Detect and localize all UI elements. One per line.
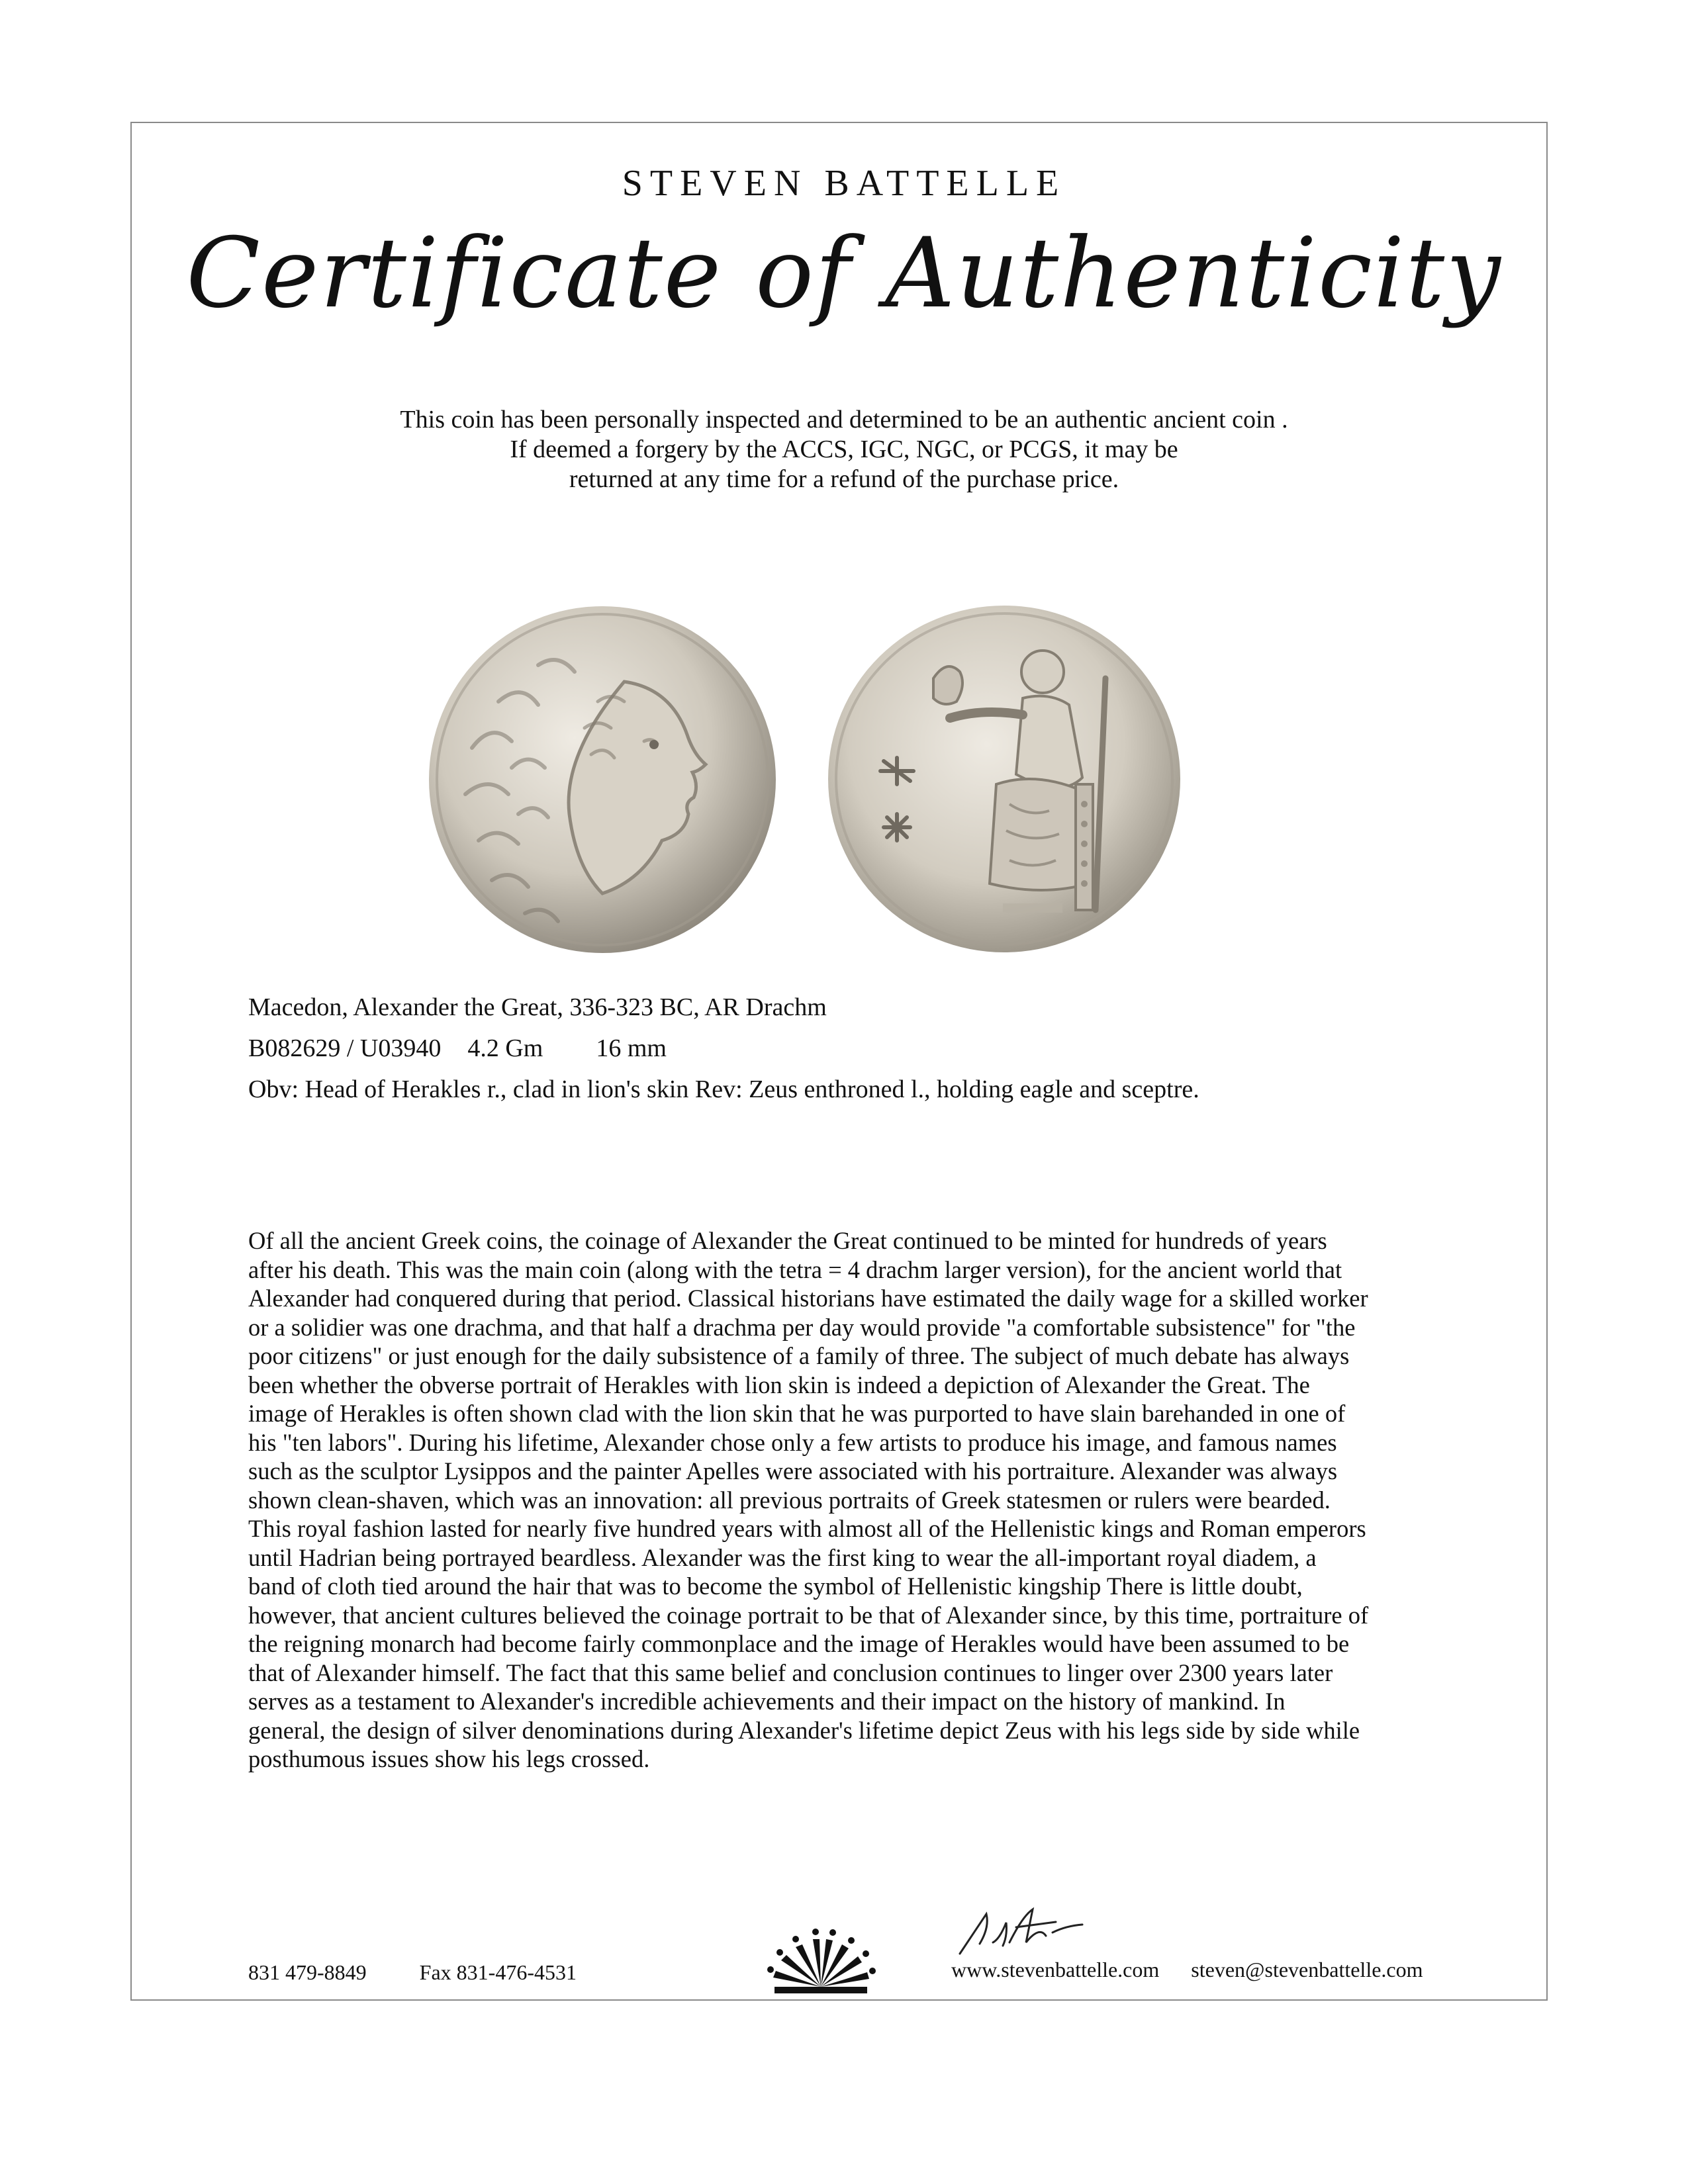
phone-number: 831 479-8849 — [248, 1960, 367, 1984]
sunburst-logo-icon — [761, 1926, 880, 1995]
website-link[interactable]: www.stevenbattelle.com — [951, 1958, 1160, 1981]
coin-weight: 4.2 Gm — [467, 1034, 543, 1062]
history-line: This royal fashion lasted for nearly five hundred years with almost all of the Hellenistic kings and Roman emperors — [248, 1515, 1366, 1542]
history-line: such as the sculptor Lysippos and the painter Apelles were associated with his portraiture. Alexander was always — [248, 1457, 1338, 1484]
coin-reverse-image — [824, 599, 1185, 960]
history-paragraph — [248, 1226, 1403, 1774]
history-line: posthumous issues show his legs crossed. — [248, 1745, 650, 1772]
history-line: Of all the ancient Greek coins, the coinage of Alexander the Great continued to be minted for hundreds of years — [248, 1227, 1327, 1254]
history-line: until Hadrian being portrayed beardless. Alexander was the first king to wear the all-important royal diadem, a — [248, 1543, 1317, 1571]
title-word-of: of — [755, 217, 853, 330]
history-line: the reigning monarch had become fairly commonplace and the image of Herakles would have been assumed to be — [248, 1630, 1350, 1657]
footer-contact-web — [951, 1958, 1423, 1982]
history-line: however, that ancient cultures believed the coinage portrait to be that of Alexander since, by this time, portraiture of — [248, 1601, 1369, 1629]
fax-number: Fax 831-476-4531 — [419, 1960, 577, 1984]
coin-details — [248, 993, 1199, 1116]
guarantee-line: This coin has been personally inspected and determined to be an authentic ancient coin . — [400, 406, 1288, 433]
history-line: band of cloth tied around the hair that was to become the symbol of Hellenistic kingship There is little doubt, — [248, 1572, 1303, 1600]
history-line: shown clean-shaven, which was an innovation: all previous portraits of Greek statesmen or rulers were bearded. — [248, 1486, 1331, 1514]
history-line: Alexander had conquered during that period. Classical historians have estimated the daily wage for a skilled worker — [248, 1285, 1368, 1312]
title-word-certificate: Certificate — [186, 217, 723, 330]
email-link[interactable]: steven@stevenbattelle.com — [1191, 1958, 1423, 1981]
certificate-title — [0, 217, 1688, 330]
footer-contact-phone — [248, 1960, 577, 1985]
history-line: his "ten labors". During his lifetime, Alexander chose only a few artists to produce his image, and famous names — [248, 1428, 1337, 1456]
history-line: that of Alexander himself. The fact that this same belief and conclusion continues to linger over 2300 years later — [248, 1659, 1333, 1686]
guarantee-line: returned at any time for a refund of the purchase price. — [569, 465, 1119, 493]
signature-image — [953, 1906, 1112, 1959]
title-word-authenticity: Authenticity — [885, 217, 1502, 330]
history-line: poor citizens" or just enough for the daily subsistence of a family of three. The subject of much debate has always — [248, 1342, 1350, 1369]
coin-obverse-image — [426, 602, 780, 956]
brand-name: STEVEN BATTELLE — [622, 163, 1066, 204]
coin-diameter: 16 mm — [596, 1034, 667, 1062]
coin-specs — [248, 1034, 1199, 1075]
history-line: image of Herakles is often shown clad with the lion skin that he was purported to have slain barehanded in one of — [248, 1400, 1346, 1427]
history-line: general, the design of silver denominations during Alexander's lifetime depict Zeus with his legs side by side while — [248, 1716, 1360, 1744]
coin-description: Macedon, Alexander the Great, 336-323 BC, AR Drachm — [248, 993, 827, 1021]
history-line: serves as a testament to Alexander's incredible achievements and their impact on the history of mankind. In — [248, 1688, 1286, 1715]
history-line: been whether the obverse portrait of Herakles with lion skin is indeed a depiction of Alexander the Great. The — [248, 1371, 1310, 1398]
history-line: after his death. This was the main coin (along with the tetra = 4 drachm larger version), for the ancient world that — [248, 1255, 1342, 1283]
guarantee-statement — [0, 405, 1688, 494]
coin-obverse-reverse: Obv: Head of Herakles r., clad in lion's skin Rev: Zeus enthroned l., holding eagle and sceptre. — [248, 1075, 1199, 1103]
history-line: or a solidier was one drachma, and that half a drachma per day would provide "a comfortable subsistence" for "the — [248, 1313, 1356, 1341]
guarantee-line: If deemed a forgery by the ACCS, IGC, NGC, or PCGS, it may be — [510, 435, 1178, 463]
coin-inventory-id: B082629 / U03940 — [248, 1034, 442, 1062]
